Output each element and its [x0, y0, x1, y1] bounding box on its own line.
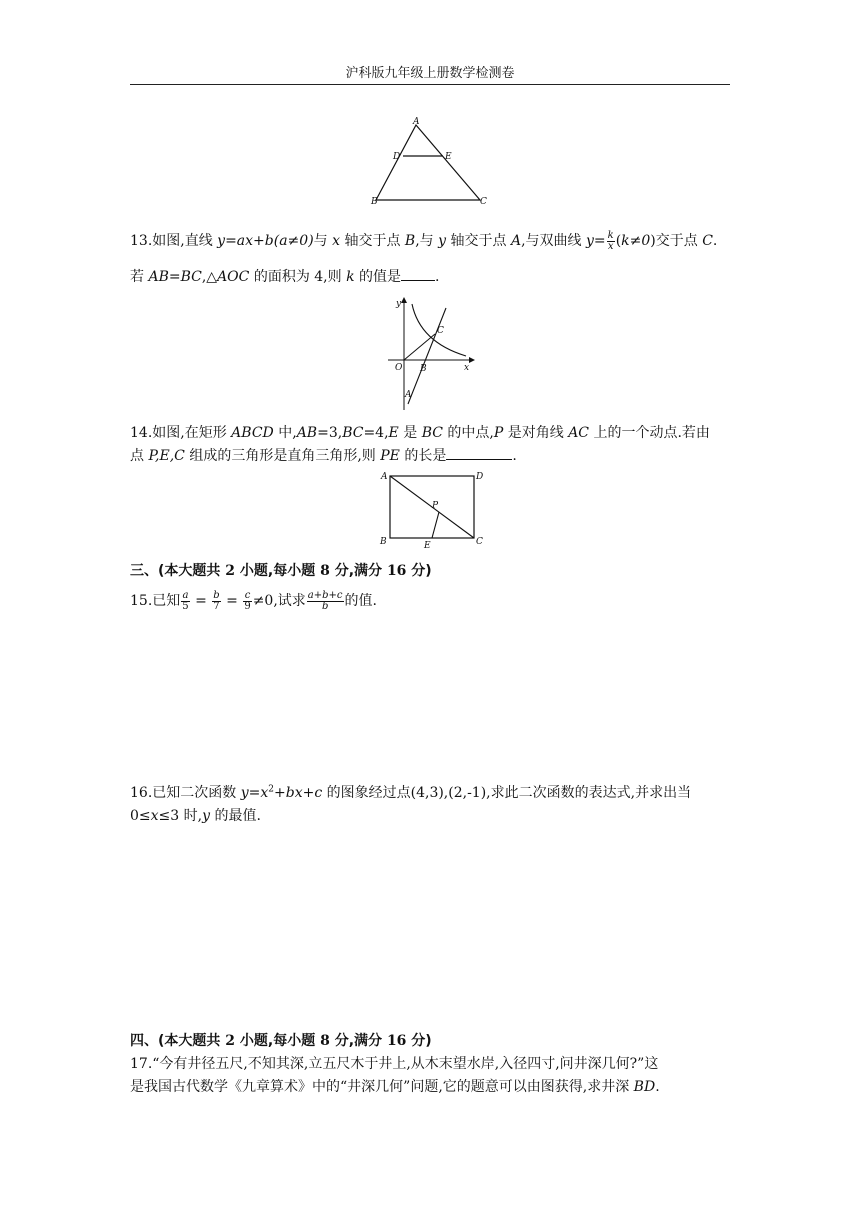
figure-triangle-de	[370, 116, 490, 208]
q15-line: 15.已知 $\frac{a}{5}$ = $\frac{b}{7}$ = $\frac{c}{9}$ ≠0,试求 $\frac{a+b+c}{b}$ 的值.	[130, 589, 377, 612]
answer-blank-q14	[446, 447, 512, 460]
label-C: C	[476, 537, 483, 547]
fraction-b-over-7: $\frac{b}{7}$	[213, 589, 220, 612]
q13-line1: 13.如图,直线 y=ax+b(a≠0)与 x 轴交于点 B,与 y 轴交于点 A,与双曲线 y= $\frac{k}{x}$ (k≠0)交于点 C.	[130, 229, 718, 252]
label-A: A	[381, 472, 388, 482]
label-P: P	[432, 501, 439, 511]
label-A: A	[405, 390, 412, 400]
fraction-a-over-5: $\frac{a}{5}$	[182, 589, 189, 612]
q16-line1: 16.已知二次函数 $y=x^2+bx+c$ 的图象经过点(4,3),(2,-1),求此二次函数的表达式,并求出当	[130, 784, 692, 801]
label-D: D	[393, 152, 401, 162]
label-B: B	[420, 364, 427, 374]
header-rule	[130, 84, 730, 85]
figure-hyperbola	[384, 294, 476, 412]
figure-rectangle	[376, 468, 486, 550]
q14-line2: 点 P,E,C 组成的三角形是直角三角形,则 PE 的长是 .	[130, 448, 517, 464]
page-header: 沪科版九年级上册数学检测卷	[345, 66, 515, 81]
answer-blank-q13	[401, 268, 435, 281]
label-D: D	[476, 472, 484, 482]
section-4-heading: 四、(本大题共 2 小题,每小题 8 分,满分 16 分)	[130, 1033, 432, 1049]
label-x: x	[464, 363, 470, 373]
fraction-c-over-9: $\frac{c}{9}$	[244, 589, 251, 612]
label-B: B	[371, 197, 378, 207]
label-B: B	[380, 537, 387, 547]
q16-line2: 0≤x≤3 时,y 的最值.	[130, 808, 261, 824]
section-3-heading: 三、(本大题共 2 小题,每小题 8 分,满分 16 分)	[130, 563, 432, 579]
label-E: E	[445, 152, 452, 162]
label-O: O	[395, 363, 403, 373]
q17-line2: 是我国古代数学《九章算术》中的“井深几何”问题,它的题意可以由图获得,求井深 BD.	[130, 1079, 660, 1095]
q13-line2: 若 AB=BC,△AOC 的面积为 4,则 k 的值是 .	[130, 269, 440, 285]
q14-line1: 14.如图,在矩形 ABCD 中,AB=3,BC=4,E 是 BC 的中点,P 是对角线 AC 上的一个动点.若由	[130, 425, 710, 441]
label-C: C	[437, 326, 444, 336]
fraction-sum-over-b: $\frac{a+b+c}{b}$	[307, 589, 343, 612]
fraction-k-over-x: $\frac{k}{x}$	[607, 229, 614, 252]
label-A: A	[413, 117, 420, 127]
q17-line1: 17.“今有井径五尺,不知其深,立五尺木于井上,从木末望水岸,入径四寸,问井深几何?”这	[130, 1056, 659, 1072]
label-y: y	[396, 299, 402, 309]
label-C: C	[480, 197, 487, 207]
label-E: E	[424, 541, 431, 550]
